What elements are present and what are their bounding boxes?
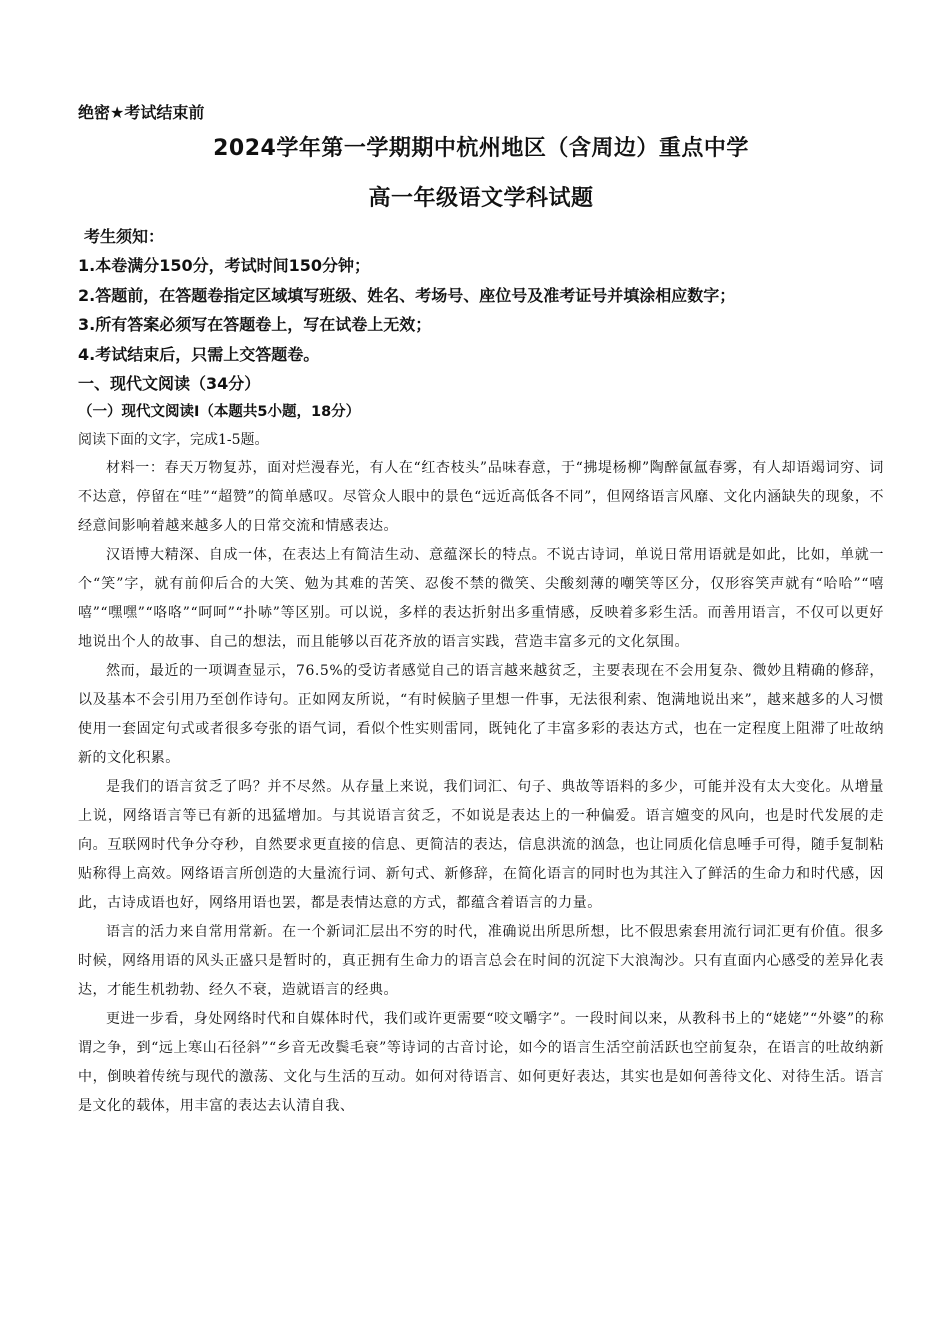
body-paragraph: 然而，最近的一项调查显示，76.5%的受访者感觉自己的语言越来越贫乏，主要表现在不会用复杂、微妙且精确的修辞，以及基本不会引用乃至创作诗句。正如网友所说，“有时候脑子里想一件事，无法很利索、饱满地说出来”，越来越多的人习惯使用一套固定句式或者很多夸张的语气词，看似个性实则雷同，既钝化了丰富多彩的表达方式，也在一定程度上阻滞了吐故纳新的文化积累。 [78,663,884,766]
notice-item: 2.答题前，在答题卷指定区域填写班级、姓名、考场号、座位号及准考证号并填涂相应数字； [78,285,736,305]
section-heading: 一、现代文阅读（34分） [78,374,261,393]
body-paragraph: 更进一步看，身处网络时代和自媒体时代，我们或许更需要“咬文嚼字”。一段时间以来，从教科书上的“姥姥”“外婆”的称谓之争，到“远上寒山石径斜”“乡音无改鬓毛衰”等诗词的古音讨论，如今的语言生活空前活跃也空前复杂，在语言的吐故纳新中，倒映着传统与现代的激荡、文化与生活的互动。如何对待语言、如何更好表达，其实也是如何善待文化、对待生活。语言是文化的载体，用丰富的表达去认清自我、 [78,1011,884,1114]
exam-title: 2024学年第一学期期中杭州地区（含周边）重点中学 [213,136,749,161]
notice-item: 3.所有答案必须写在答题卷上，写在试卷上无效； [78,315,432,334]
confidential-label: 绝密★考试结束前 [78,103,205,122]
body-paragraph: 是我们的语言贫乏了吗？并不尽然。从存量上来说，我们词汇、句子、典故等语料的多少，可能并没有太大变化。从增量上说，网络语言等已有新的迅猛增加。与其说语言贫乏，不如说是表达上的一种偏爱。语言嬗变的风向，也是时代发展的走向。互联网时代争分夺秒，自然要求更直接的信息、更简洁的表达，信息洪流的汹急，也让同质化信息唾手可得，随手复制粘贴称得上高效。网络语言所创造的大量流行词、新句式、新修辞，在简化语言的同时也为其注入了鲜活的生命力和时代感，因此，古诗成语也好，网络用语也罢，都是表情达意的方式，都蕴含着语言的力量。 [78,779,884,911]
exam-subtitle: 高一年级语文学科试题 [368,186,594,211]
body-paragraph: 语言的活力来自常用常新。在一个新词汇层出不穷的时代，准确说出所思所想，比不假思索套用流行词汇更有价值。很多时候，网络用语的风头正盛只是暂时的，真正拥有生命力的语言总会在时间的沉淀下大浪淘沙。只有直面内心感受的差异化表达，才能生机勃勃、经久不衰，造就语言的经典。 [78,924,884,998]
notice-list [78,251,884,369]
subsection-heading: （一）现代文阅读Ⅰ（本题共5小题，18分） [78,404,361,420]
notice-heading: 考生须知： [84,227,165,246]
body-paragraph: 汉语博大精深、自成一体，在表达上有简洁生动、意蕴深长的特点。不说古诗词，单说日常用语就是如此，比如，单就一个“笑”字，就有前仰后合的大笑、勉为其难的苦笑、忍俊不禁的微笑、尖酸刻薄的嘲笑等区分，仅形容笑声就有“哈哈”“嘻嘻”“嘿嘿”“咯咯”“呵呵”“扑哧”等区别。可以说，多样的表达折射出多重情感，反映着多彩生活。而善用语言，不仅可以更好地说出个人的故事、自己的想法，而且能够以百花齐放的语言实践，营造丰富多元的文化氛围。 [78,547,884,650]
reading-instruction: 阅读下面的文字，完成1-5题。 [78,432,269,448]
notice-item: 4.考试结束后，只需上交答题卷。 [78,344,320,364]
notice-item: 1.本卷满分150分，考试时间150分钟； [78,256,371,275]
body-paragraph: 材料一：春天万物复苏，面对烂漫春光，有人在“红杏枝头”品味春意，于“拂堤杨柳”陶醉氤氲春雾，有人却语竭词穷、词不达意，停留在“哇”“超赞”的简单感叹。尽管众人眼中的景色“远近高低各不同”，但网络语言风靡、文化内涵缺失的现象，不经意间影响着越来越多人的日常交流和情感表达。 [78,460,884,534]
